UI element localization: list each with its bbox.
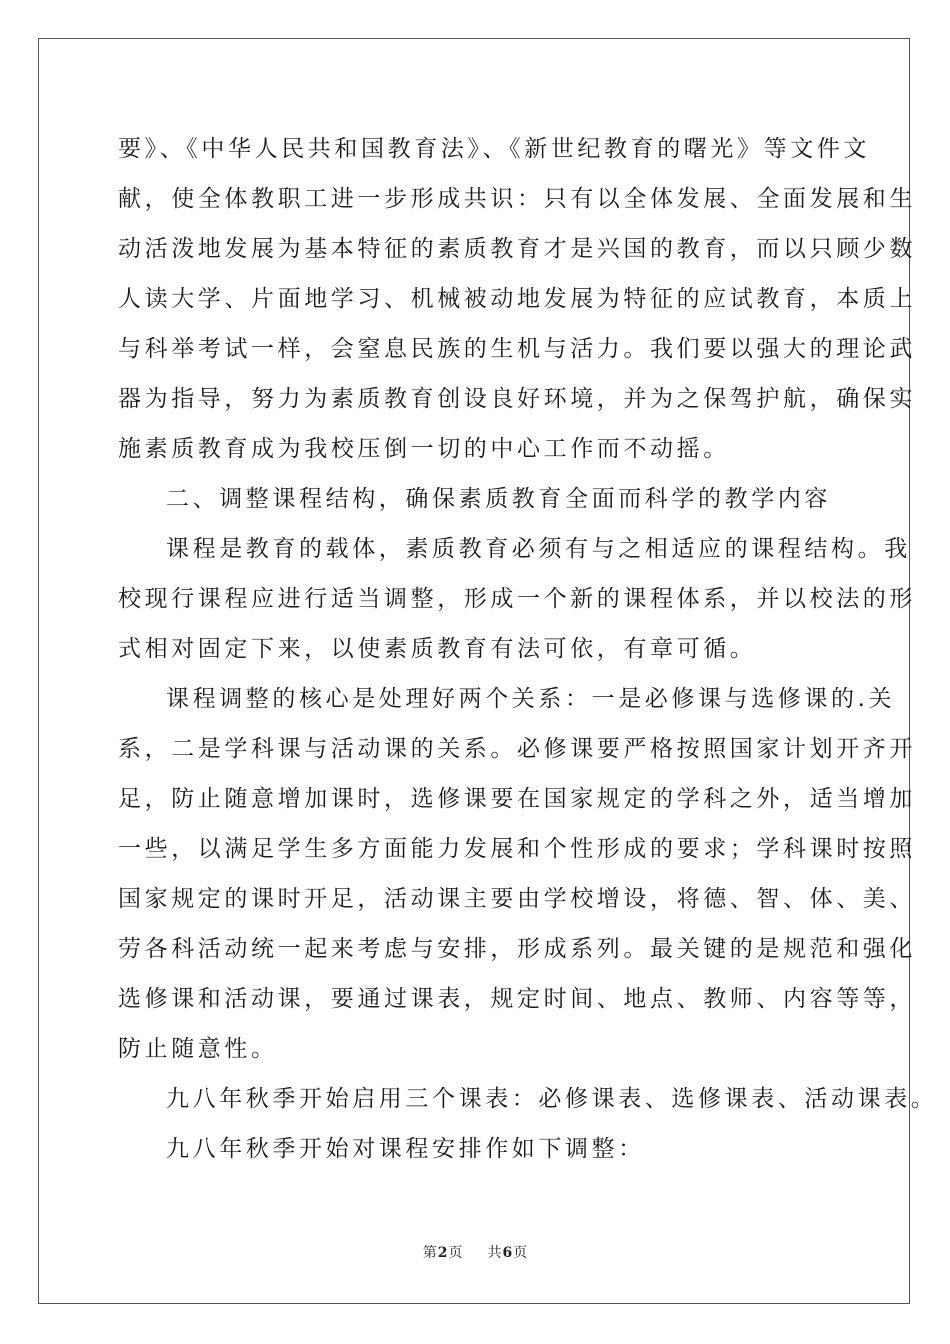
page-footer	[0, 1242, 950, 1262]
page-number-label	[423, 1242, 463, 1262]
text-line: 动活泼地发展为基本特征的素质教育才是兴国的教育，而以只顾少数	[118, 236, 916, 262]
text-line: 九八年秋季开始对课程安排作如下调整：	[166, 1136, 645, 1162]
text-line: 献，使全体教职工进一步形成共识：只有以全体发展、全面发展和生	[118, 186, 916, 212]
text-line: 式相对固定下来，以使素质教育有法可依，有章可循。	[118, 636, 757, 662]
text-line: 课程调整的核心是处理好两个关系：一是必修课与选修课的.关	[166, 686, 896, 712]
text-line: 校现行课程应进行适当调整，形成一个新的课程体系，并以校法的形	[118, 586, 916, 612]
text-line: 一些，以满足学生多方面能力发展和个性形成的要求；学科课时按照	[118, 836, 916, 862]
total-suffix: 页	[513, 1245, 528, 1261]
page-suffix: 页	[448, 1245, 463, 1261]
text-line: 施素质教育成为我校压倒一切的中心工作而不动摇。	[118, 436, 730, 462]
text-line: 器为指导，努力为素质教育创设良好环境，并为之保驾护航，确保实	[118, 386, 916, 412]
text-line: 劳各科活动统一起来考虑与安排，形成系列。最关键的是规范和强化	[118, 936, 916, 962]
text-line: 与科举考试一样，会窒息民族的生机与活力。我们要以强大的理论武	[118, 336, 916, 362]
total-pages: 6	[502, 1245, 513, 1261]
page-prefix: 第	[422, 1245, 437, 1261]
text-line: 课程是教育的载体，素质教育必须有与之相适应的课程结构。我	[166, 536, 911, 562]
text-line: 九八年秋季开始启用三个课表：必修课表、选修课表、活动课表。	[166, 1086, 938, 1112]
text-line: 要》、《中华人民共和国教育法》、《新世纪教育的曙光》等文件文	[118, 136, 870, 162]
total-pages-label	[487, 1242, 527, 1262]
text-line: 人读大学、片面地学习、机械被动地发展为特征的应试教育，本质上	[118, 286, 916, 312]
document-body	[118, 124, 938, 1174]
page-number: 2	[437, 1245, 448, 1261]
text-line: 足，防止随意增加课时，选修课要在国家规定的学科之外，适当增加	[118, 786, 916, 812]
text-line: 选修课和活动课，要通过课表，规定时间、地点、教师、内容等等，	[118, 986, 916, 1012]
total-prefix: 共	[487, 1245, 502, 1261]
text-line: 国家规定的课时开足，活动课主要由学校增设，将德、智、体、美、	[118, 886, 916, 912]
text-line: 系，二是学科课与活动课的关系。必修课要严格按照国家计划开齐开	[118, 736, 916, 762]
text-line: 防止随意性。	[118, 1036, 278, 1062]
section-heading: 二、调整课程结构，确保素质教育全面而科学的教学内容	[166, 486, 831, 512]
